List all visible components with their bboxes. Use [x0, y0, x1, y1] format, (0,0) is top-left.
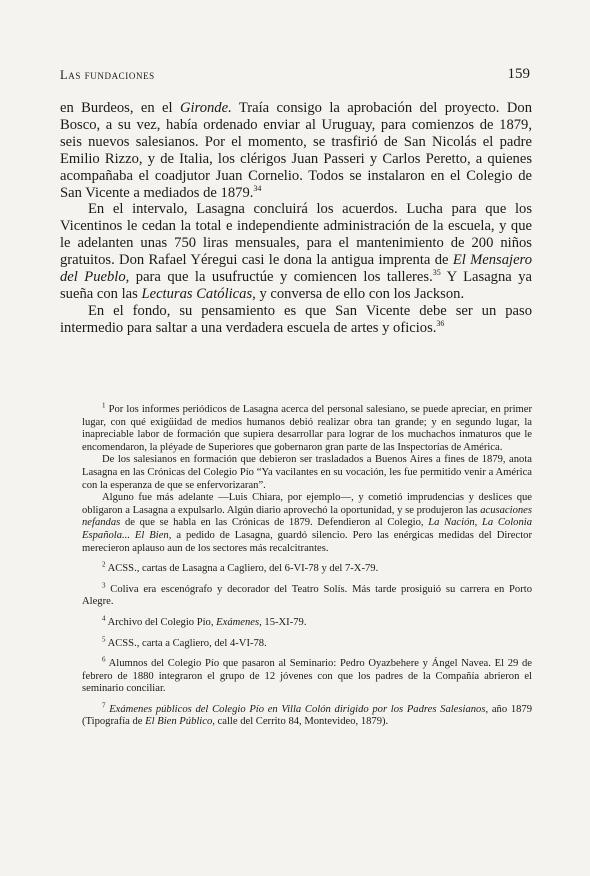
- text-run: En el intervalo, Lasagna concluirá los acuerdos. Lucha para que los Vicentinos le cedan la total e independiente administración de la escuela, y que le adelanten unas 750 liras mensuales, para el mantenimiento de 200 niños gratuitos. Don Rafael Yéregui casi le dona la antigua imprenta de: [60, 201, 532, 269]
- footnote-text: De los salesianos en formación que debieron ser trasladados a Buenos Aires a fines de 1879, anota Lasagna en las Crónicas del Colegio Pío “Ya vacilantes en su vocación, les fue permitido venir a América con la esperanza de que se enfervorizaran”.: [82, 454, 532, 491]
- footnote-5: [82, 634, 532, 651]
- text-run: y conversa de ello con los Jackson.: [255, 285, 465, 302]
- italic-run: El Bien Público,: [145, 716, 215, 728]
- footnote-6: [82, 655, 532, 696]
- italic-run: Exámenes,: [216, 616, 262, 628]
- footnote-1: [82, 401, 533, 555]
- text-run: año 1879 (Tipografía de: [82, 703, 533, 728]
- footnote-2: [82, 560, 532, 576]
- text-run: Y Lasagna ya sueña con las: [60, 269, 532, 302]
- text-run: para que la usufructúe y comiencen los talleres.: [129, 269, 433, 286]
- footnote-paragraph: [82, 492, 532, 555]
- page-number: 159: [507, 66, 530, 82]
- footnote-number: 3: [102, 581, 106, 590]
- footnote-number: 4: [102, 614, 106, 623]
- footnote-number: 6: [102, 655, 106, 664]
- italic-run: El Mensajero del Pueblo,: [60, 252, 532, 286]
- text-run: Traía consigo la aprobación del proyecto. Don Bosco, a su vez, había ordenado enviar al Uruguay, para comienzos de 1879, seis nuevos salesianos. Por el momento, se trasfirió de San Nicolás el padre Emilio Rizzo, y de Italia, los clérigos Juan Passeri y Carlos Peretto, a quienes acompañaba el coadjutor Juan Cornelio. Todos se instalaron en el Colegio de San Vicente a mediados de 1879.: [60, 100, 532, 201]
- footnote-ref: 35: [432, 268, 441, 278]
- text-run: a pedido de Lasagna, guardó silencio. Pero las enérgicas medidas del Director merecieron aplauso aun de los sectores más recalcitrantes.: [82, 529, 532, 554]
- paragraph-3: [60, 303, 532, 337]
- footnote-text: ACSS., cartas de Lasagna a Cagliero, del 6-VI-78 y del 7-X-79.: [107, 563, 379, 575]
- footnote-4: [82, 614, 532, 630]
- footnote-text: Por los informes periódicos de Lasagna acerca del personal salesiano, se puede apreciar, en primer lugar, con qué exigüidad de medios humanos debió realizar obra tan grande; y en segundo lugar, la inapreciable labor de formación que supiera desarrollar para lograr de los muchachos inmaturos que le encomendaron, la pléyade de Superiores que gobernaron gran parte de las Inspectorías de América.: [82, 404, 532, 453]
- footnote-text: Alumnos del Colegio Pío que pasaron al Seminario: Pedro Oyazbehere y Ángel Navea. El 29 de febrero de 1880 integraron el grupo de 12 jóvenes con que los padres de la Compañía abrieron el seminario conciliar.: [82, 658, 532, 695]
- footnote-number: 2: [102, 560, 106, 569]
- footnote-number: 7: [102, 701, 106, 710]
- footnotes: [82, 401, 533, 729]
- italic-run: Exámenes públicos del Colegio Pío en Villa Colón dirigido por los Padres Salesianos,: [109, 703, 489, 715]
- text-run: 15-XI-79.: [261, 616, 307, 628]
- text-run: En el fondo, su pensamiento es que San Vicente debe ser un paso intermedio para saltar a una verdadera escuela de artes y oficios.: [60, 302, 532, 336]
- text-run: Alguno fue más adelante —Luis Chiara, por ejemplo—, y cometió imprudencias y deslices que obligaron a Lasagna a expulsarlo. Algún diario aprovechó la oportunidad, y se produjeron las: [82, 492, 532, 516]
- paragraph-1: [60, 100, 532, 201]
- italic-run: Lecturas Católicas,: [141, 285, 256, 302]
- footnote-ref: 36: [436, 318, 445, 328]
- running-header: [60, 68, 530, 86]
- text-run: Archivo del Colegio Pío,: [107, 616, 217, 628]
- running-title: Las fundaciones: [60, 68, 155, 82]
- italic-run: La Nación, La Colonia Española... El Bien,: [82, 517, 533, 541]
- text-run: en Burdeos, en el: [60, 100, 180, 116]
- footnote-number: 5: [102, 634, 106, 643]
- paragraph-2: [60, 201, 532, 302]
- footnote-number: 1: [102, 401, 106, 410]
- main-text: [60, 100, 532, 337]
- footnote-ref: 34: [253, 183, 262, 193]
- italic-run: Gironde.: [179, 100, 232, 116]
- footnote-7: [82, 701, 533, 729]
- text-run: calle del Cerrito 84, Montevideo, 1879).: [214, 716, 389, 728]
- text-run: de que se habla en las Crónicas de 1879. Defendieron al Colegio,: [120, 517, 429, 529]
- footnote-text: ACSS., carta a Cagliero, del 4-VI-78.: [107, 637, 267, 649]
- italic-run: acusaciones nefandas: [82, 504, 532, 529]
- footnote-text: Coliva era escenógrafo y decorador del Teatro Solís. Más tarde prosiguió su carrera en Porto Alegre.: [82, 583, 532, 608]
- footnote-3: [82, 581, 532, 609]
